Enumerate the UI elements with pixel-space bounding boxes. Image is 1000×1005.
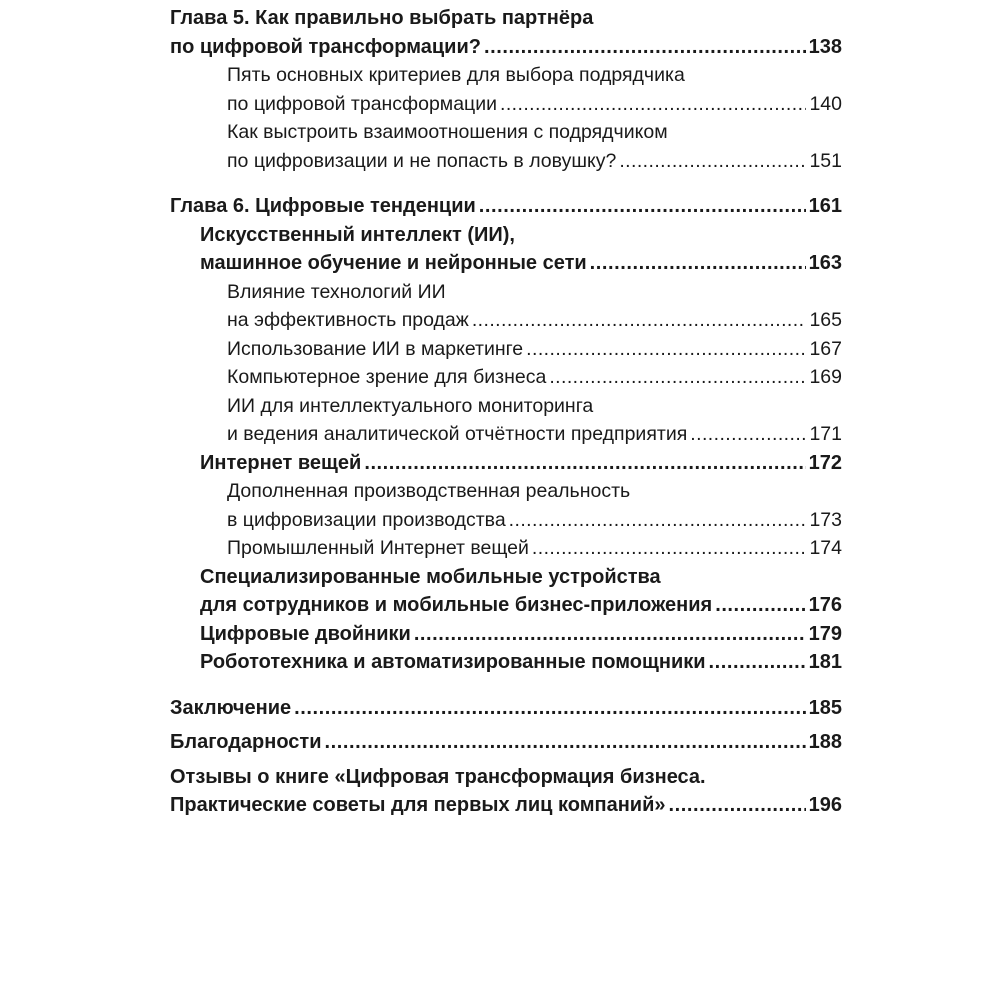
dot-leader (500, 90, 806, 119)
toc-entry-conclusion[interactable] (170, 694, 842, 723)
dot-leader (532, 534, 807, 563)
toc-page-number: 140 (809, 92, 842, 115)
toc-entry-title: машинное обучение и нейронные сети (200, 252, 587, 274)
toc-entry-title: Дополненная производственная реальность (227, 480, 631, 502)
toc-entry-title: Благодарности (170, 731, 322, 753)
dot-leader (709, 648, 806, 677)
dot-leader (669, 791, 806, 820)
dot-leader (364, 449, 805, 478)
dot-leader (690, 420, 806, 449)
toc-entry-title: Практические советы для первых лиц компаний» (170, 794, 666, 816)
toc-entry-title: и ведения аналитической отчётности предприятия (227, 423, 688, 445)
toc-page-number: 179 (808, 622, 842, 645)
toc-entry-acknowledgements[interactable] (170, 728, 842, 757)
toc-entry-ai-monitoring[interactable] (170, 392, 842, 449)
toc-entry-title: на эффективность продаж (227, 309, 469, 331)
toc-entry-computer-vision[interactable] (170, 363, 842, 392)
toc-entry-title: Использование ИИ в маркетинге (227, 337, 524, 360)
toc-page-number: 196 (808, 794, 842, 816)
toc-entry-title: для сотрудников и мобильные бизнес-приложения (200, 594, 713, 616)
toc-entry-title: по цифровой трансформации? (170, 35, 481, 58)
toc-entry-ai-marketing[interactable] (170, 335, 842, 364)
spacer (170, 677, 842, 694)
toc-entry-title: по цифровой трансформации (227, 92, 497, 115)
toc-entry-robotics[interactable] (170, 648, 842, 677)
toc-entry-title: Интернет вещей (200, 451, 362, 474)
toc-entry-title: по цифровизации и не попасть в ловушку? (227, 149, 617, 172)
dot-leader (526, 335, 806, 364)
toc-entry-industrial-iot[interactable] (170, 534, 842, 563)
spacer (170, 175, 842, 192)
toc-entry-title: Промышленный Интернет вещей (227, 537, 529, 559)
dot-leader (549, 363, 806, 392)
toc-page-number: 176 (808, 594, 842, 616)
dot-leader (294, 694, 805, 723)
dot-leader (590, 249, 806, 278)
toc-entry-ai[interactable] (170, 221, 842, 278)
toc-entry-digital-twins[interactable] (170, 620, 842, 649)
toc-entry-ai-sales[interactable] (170, 278, 842, 335)
toc-entry-title: ИИ для интеллектуального мониторинга (227, 394, 594, 417)
toc-entry-title: Робототехника и автоматизированные помощники (200, 651, 706, 673)
toc-page-number: 167 (809, 337, 842, 360)
toc-page-number: 172 (808, 451, 842, 474)
toc-entry-title: Как выстроить взаимоотношения с подрядчиком (227, 121, 668, 143)
toc-entry-iot[interactable] (170, 449, 842, 478)
toc-entry-chapter-6[interactable] (170, 192, 842, 221)
toc-entry-reviews[interactable] (170, 763, 842, 820)
toc-page-number: 161 (808, 195, 842, 217)
toc-page-number: 169 (809, 366, 842, 388)
dot-leader (414, 620, 806, 649)
dot-leader (509, 506, 807, 535)
toc-entry-contractor-relations[interactable] (170, 118, 842, 175)
toc-page-number: 174 (809, 537, 842, 559)
toc-entry-augmented-reality[interactable] (170, 477, 842, 534)
dot-leader (484, 33, 806, 62)
toc-entry-title: Искусственный интеллект (ИИ), (200, 223, 515, 246)
toc-entry-mobile-devices[interactable] (170, 563, 842, 620)
toc-page-number: 151 (809, 149, 842, 172)
toc-entry-chapter-5[interactable] (170, 4, 842, 61)
toc-entry-title: Компьютерное зрение для бизнеса (227, 366, 547, 388)
toc-entry-title: Влияние технологий ИИ (227, 280, 446, 303)
table-of-contents (170, 4, 842, 820)
dot-leader (479, 192, 806, 221)
dot-leader (715, 591, 805, 620)
dot-leader (472, 306, 807, 335)
toc-entry-title: Отзывы о книге «Цифровая трансформация бизнеса. (170, 765, 706, 788)
toc-entry-contractor-criteria[interactable] (170, 61, 842, 118)
toc-entry-title: Пять основных критериев для выбора подрядчика (227, 64, 685, 86)
toc-entry-title: Заключение (170, 696, 292, 719)
toc-page-number: 181 (808, 651, 842, 673)
toc-entry-title: Глава 6. Цифровые тенденции (170, 195, 476, 217)
toc-page-number: 163 (808, 252, 842, 274)
dot-leader (325, 728, 806, 757)
toc-entry-title: Глава 5. Как правильно выбрать партнёра (170, 7, 594, 29)
toc-page-number: 173 (809, 508, 842, 531)
toc-page-number: 165 (809, 309, 842, 331)
toc-page-number: 185 (808, 696, 842, 719)
toc-entry-title: Цифровые двойники (200, 622, 411, 645)
toc-entry-title: Специализированные мобильные устройства (200, 565, 661, 588)
dot-leader (619, 147, 806, 176)
toc-page-number: 138 (808, 35, 842, 58)
toc-page-number: 171 (809, 423, 842, 445)
toc-entry-title: в цифровизации производства (227, 508, 506, 531)
toc-page-number: 188 (808, 731, 842, 753)
